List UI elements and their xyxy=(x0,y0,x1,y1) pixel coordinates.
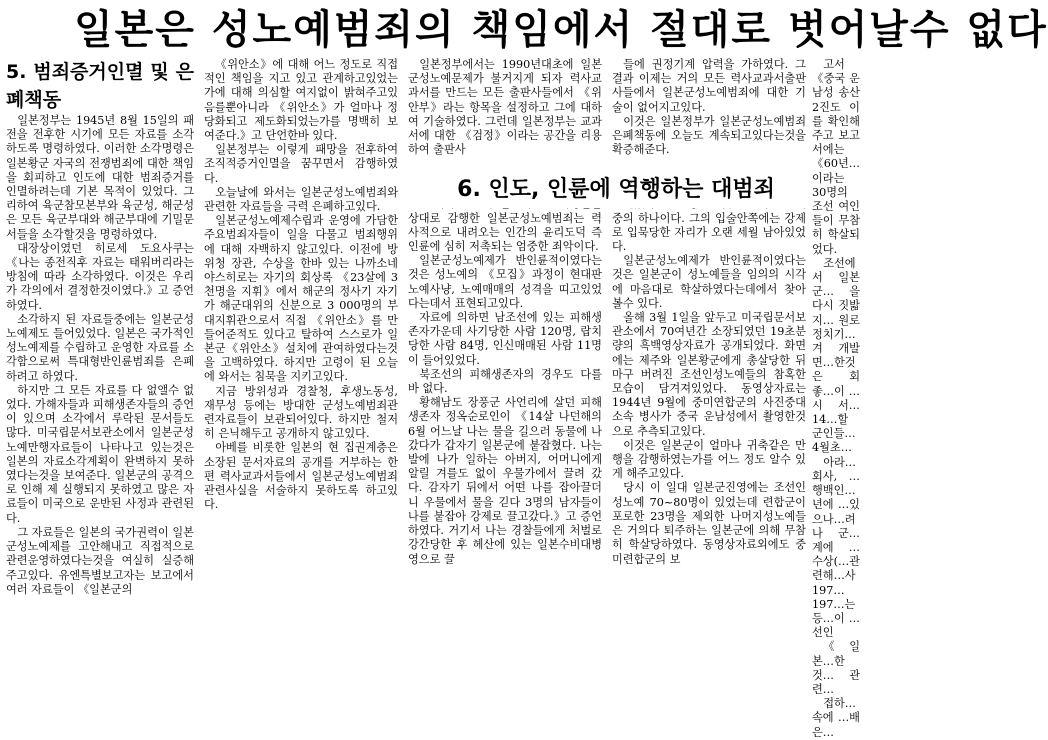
article-column-5 xyxy=(812,58,860,739)
paragraph: 일본군성노예제가 반인륜적이였다는것은 성노예의 《모집》과정이 현대판노예사냥, 노예매매의 성격을 띠고있었다는데서 표현되고있다. xyxy=(408,254,602,310)
article-column-4 xyxy=(612,58,806,611)
article-column-2 xyxy=(204,58,398,611)
paragraph: 일본군성노예제수립과 운영에 가담한 주요범죄자들이 일을 다물고 범죄행위에 대해 자백하지 않고있다. 이전에 방위청 장관, 수상을 한바 있는 나까소네 야스히로는 자기의 회상록 《23살에 3천명을 지휘》에서 해군의 정사기 자기가 해군대위의 신분으로 3 000명의 부대지휘관으로서 직접 《위안소》를 만들어준적도 있다고 탈하여 스스로가 일본군《위안소》설치에 관여하였다는것을 고백하였다. 하지만 고령이 된 오늘에 와서는 침묵을 지키고있다. xyxy=(204,214,398,384)
paragraph: 《위안소》에 대해 어느 정도로 직접적인 책임을 지고 있고 관계하고있었는가에 대해 의심할 여지없이 밝혀주고있음를뿐아니라 《위안소》가 얼마나 정당화되고 제도화되었는가를 명백히 보여준다.》고 단언한바 있다. xyxy=(204,58,398,143)
paragraph: 아베를 비롯한 일본의 현 집권계층은 소장된 문서자료의 공개를 거부하는 한편 력사교과서들에서 일본군성노예범죄관련사실을 서술하지 못하도록 하고있다. xyxy=(204,441,398,512)
paragraph: 자료에 의하면 남조선에 있는 피해생존자가운데 사기당한 사람 120명, 랍치당한 사람 84명, 인신매매된 사람 11명이 들어있었다. xyxy=(408,311,602,367)
paragraph: 상대로 감행한 일본군성노예범죄는 력사적으로 내려오는 인간의 윤리도덕 즉 인륜에 심히 저촉되는 엄중한 죄악이다. xyxy=(408,211,602,254)
paragraph: 일본정부에서는 1990년대초에 일본군성노예문제가 불거지게 되자 력사교과서를 만드는 모든 출판사들에서 《위안부》라는 항목을 설정하고 그에 대하여 기술하였다. 그런데 일본정부는 교과서에 대한 《검정》이라는 공간을 리용하여 출판사 xyxy=(408,58,602,157)
paragraph: 조선에서 일본군… 을 다시 짓밟지… 원로정치기…겨 개발면…한것은 회 좋…이 …시 서… 14…할 군인들… 4월초… xyxy=(812,256,860,455)
paragraph: 지금 방위성과 경찰청, 후생노동성, 재무성 등에는 방대한 군성노예범죄관련자료들이 보관되어있다. 하지만 철저히 은닉해두고 공개하지 않고있다. xyxy=(204,384,398,441)
paragraph: 올해 3월 1일을 앞두고 미국립문서보관소에서 70여년간 소장되였던 19초분량의 흑백영상자료가 공개되었다. 화면에는 제주와 일본황군에게 총살당한 뒤 마구 버려진 조선인성노예들의 참혹한 모습이 담겨져있었다. 동영상자료는 1944년 9월에 중미연합군의 사진중대소속 병사가 중국 운남성에서 촬영한것으로 추측되고있다. xyxy=(612,311,806,438)
paragraph: 들에 권정기계 압력을 가하였다. 그 결과 이제는 거의 모든 력사교과서출판사들에서 일본군성노예범죄에 대한 기술이 없어지고있다. xyxy=(612,58,806,114)
paragraph: 아라… 회사, …행백인… 년에 …있으나…려나 군… 계에 … 수상(…관련해…사 197…197…는 등…이 …선인 xyxy=(812,455,860,640)
paragraph: 이것은 일본군이 얼마나 귀축같은 만행을 감행하였는가를 어느 정도 알수 있게 해주고있다. xyxy=(612,438,806,481)
section-5-title: 5. 범죄증거인멸 및 은폐책동 xyxy=(6,61,194,111)
article-column-1 xyxy=(6,58,194,611)
paragraph: 북조선의 피해생존자의 경우도 다를바 없다. xyxy=(408,367,602,396)
paragraph: 일본정부는 이렇게 패망을 전후하여 조직적증거인멸을 꿈꾸면서 감행하였다. xyxy=(204,143,398,185)
page-headline: 일본은 성노예범죄의 책임에서 절대로 벗어날수 없다 xyxy=(74,6,1048,53)
paragraph: 이것은 일본정부가 일본군성노예범죄은폐책동에 오늘도 계속되고있다는것을 확증해준다. xyxy=(612,114,806,157)
paragraph: 하지만 그 모든 자료를 다 없앨수 없었다. 가해자들과 피해생존자들의 증언이 있으며 소각에서 루락된 문서들도 많다. 미국립문서보관소에서 일본군성노예만행자료들이 나타나고 있는것은 일본의 자료소각계획이 완벽하지 못하였다는것을 보여준다. 일본군의 공격으로 인해 제 실행되지 못하였고 많은 자료들이 미국으로 운반된 사정과 관련된다. xyxy=(6,383,194,525)
paragraph: 일본군성노예제가 반인륜적이였다는것은 일본군이 성노예들을 임의의 시각에 마음대로 학살하였다는데에서 찾아볼수 있다. xyxy=(612,254,806,310)
paragraph: 그 자료들은 일본의 국가권력이 일본군성노예제를 고안해내고 직접적으로 관련운영하였다는것을 여실히 실증해주고있다. 유엔특별보고자는 보고에서 여러 자료들이 《일본군의 xyxy=(6,525,194,596)
paragraph: 소각하지 된 자료들중에는 일본군성노예제도 들어있었다. 일본은 국가적인 성노예제를 수립하고 운영한 자료를 소각함으로써 특대형반인륜범죄를 은폐하려고 하였다. xyxy=(6,312,194,383)
paragraph: 접하…속에 …배은… xyxy=(812,697,860,739)
paragraph: 중의 하나이다. 그의 입술안쪽에는 강제로 입묵당한 자리가 오랜 세월 남아있었다. xyxy=(612,211,806,254)
paragraph: 오늘날에 와서는 일본군성노예범죄와 관련한 자료들을 극력 은폐하고있다. xyxy=(204,185,398,214)
paragraph: 황해남도 장풍군 사언리에 살던 피해생존자 정옥순로인이 《14살 나던해의 6월 어느날 나는 물을 길으러 동물에 나갔다가 갑자기 일본군에 붙잡혔다. 나는 발에 나가 일하는 아버지, 어머니에게 알릴 겨를도 없이 우물가에서 끌려 갔다. 감자기 뒤에서 어떤 나를 잡아끌더니 우물에서 물을 긷다 3명의 남자들이 나를 붙잡아 강제로 끌고갔다.》고 증언하였다. 거기서 나는 경찰들에게 처벌로 강간당한 후 헤산에 있는 일본수비대병영으로 끌 xyxy=(408,396,602,566)
article-column-3 xyxy=(408,58,602,611)
paragraph: 《일본…한것… 관련… xyxy=(812,640,860,696)
paragraph: 당시 이 일대 일본군진영에는 조선인성노예 70~80명이 있었는데 련합군이 포로한 23명을 제외한 나머지성노예들은 거의다 퇴주하는 일본군에 의해 무참히 학살당하였다. 동영상자료외에도 중미련합군의 보 xyxy=(612,481,806,566)
paragraph: 고서 《중국 운남성 송산 2진도 이를 확인해주고 보고서에는 《60년…이라는 30명의 조선 여인들이 무참히 학살되었다. xyxy=(812,58,860,256)
paragraph: 일본정부는 1945년 8월 15일의 패전을 전후한 시기에 모든 자료를 소각하도록 명령하였다. 이러한 소각명령은 일본황군 자국의 전쟁범죄에 대한 책임을 회피하고 인도에 대한 범죄증거를 인멸하려는데 기본 목적이 있었다. 그리하여 육군참모본부와 육군성, 해군성은 모든 육군부대와 해군부대에 기밀문서들을 소각할것을 명령하였다. xyxy=(6,114,194,241)
paragraph: 대장상이였던 히로세 도요사쿠는 《나는 종전직후 자료는 태워버리라는 방침에 따라 소각하였다. 이것은 우리가 각의에서 결정한것이였다.》고 증언하였다. xyxy=(6,241,194,312)
section-6-title: 6. 인도, 인륜에 역행하는 대범죄 xyxy=(420,172,812,208)
